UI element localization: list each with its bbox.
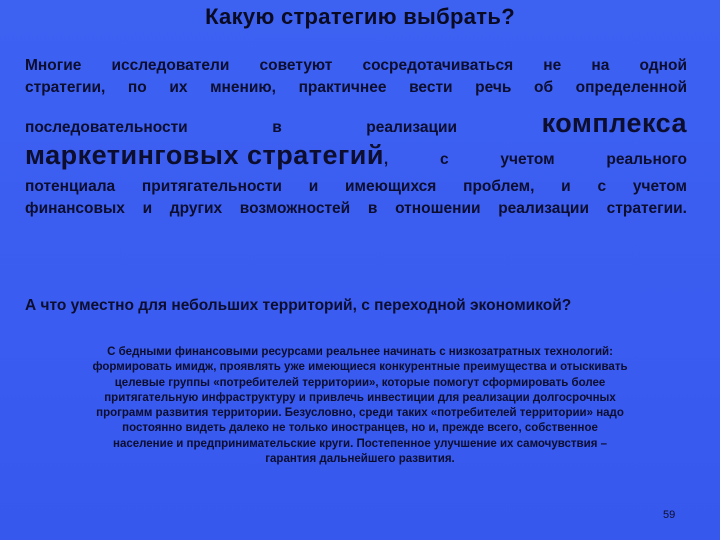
answer-line: целевые группы «потребителей территории», которые помогут сформировать более: [114, 376, 606, 389]
answer-line: притягательную инфраструктуру и привлечь инвестиции для реализации долгосрочных: [104, 391, 616, 404]
paragraph-line-6: финансовых и других возможностей в отношении реализации стратегии.: [25, 200, 687, 217]
answer-line: гарантия дальнейшего развития.: [265, 453, 455, 466]
paragraph-word: реального: [606, 151, 687, 168]
answer-line: С бедными финансовыми ресурсами реальнее начинать с низкозатратных технологий:: [107, 346, 613, 358]
answer-line: население и предпринимательские круги. Постепенное улучшение их самочувствия –: [113, 437, 607, 450]
paragraph-line-1: Многие исследователи советуют сосредотачиваться не на одной: [25, 57, 687, 74]
answer-block: [30, 345, 690, 467]
emphasis-phrase: маркетинговых стратегий: [25, 140, 384, 170]
answer-line: программ развития территории. Безусловно, среди таких «потребителей территории» надо: [96, 407, 624, 420]
answer-line: формировать имидж, проявлять уже имеющиеся конкурентные преимущества и отыскивать: [92, 361, 628, 374]
paragraph-word: с: [440, 151, 449, 168]
emphasis-phrase-group: [25, 140, 388, 171]
paragraph-line-3: [25, 108, 687, 139]
slide-title: Какую стратегию выбрать?: [205, 4, 515, 29]
page-number: 59: [663, 509, 676, 521]
emphasis-word: комплекса: [541, 108, 687, 138]
answer-line: постоянно видеть далеко не только иностранцев, но и, прежде всего, собственное: [122, 422, 598, 435]
paragraph-word: учетом: [500, 151, 555, 168]
paragraph-word: ,: [383, 151, 389, 168]
paragraph-word: в: [272, 119, 282, 136]
paragraph-line-2: стратегии, по их мнению, практичнее вести речь об определенной: [25, 79, 687, 96]
paragraph-word: реализации: [366, 119, 458, 136]
paragraph-word: последовательности: [25, 119, 188, 136]
paragraph-line-4: [25, 140, 687, 171]
question-text: А что уместно для небольших территорий, с переходной экономикой?: [25, 297, 572, 314]
paragraph-line-5: потенциала притягательности и имеющихся проблем, и с учетом: [25, 178, 687, 195]
